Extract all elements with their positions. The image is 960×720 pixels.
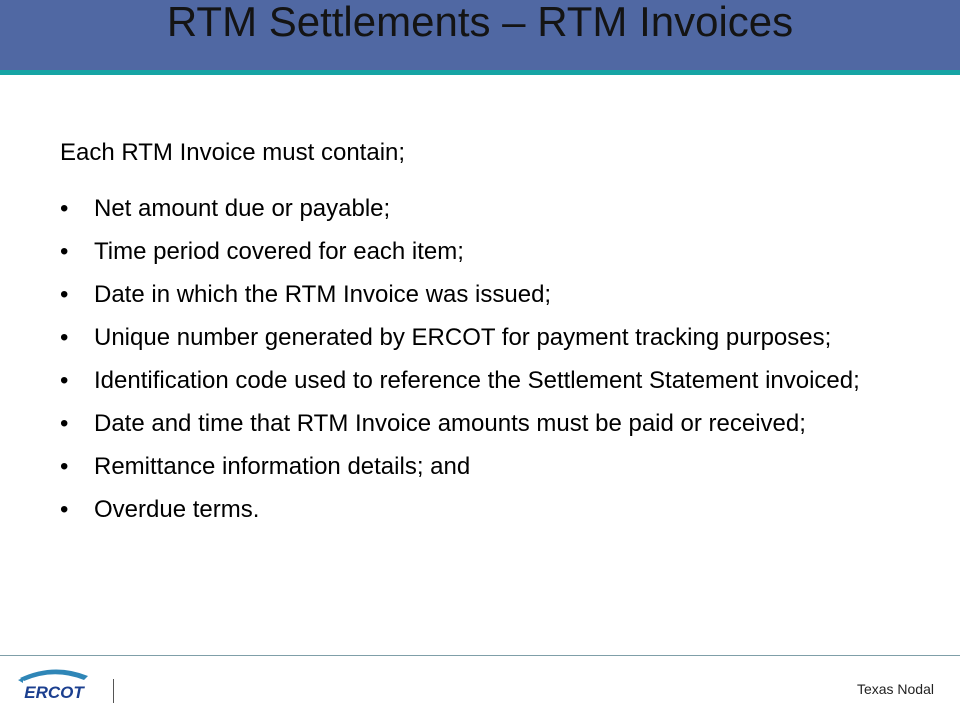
bullet-list — [60, 196, 920, 540]
bullet-text: Overdue terms. — [94, 496, 260, 523]
ercot-logo — [14, 664, 94, 706]
bullet-text: Time period covered for each item; — [94, 238, 464, 265]
slide-title: RTM Settlements – RTM Invoices — [166, 0, 794, 45]
intro-text: Each RTM Invoice must contain; — [60, 139, 406, 166]
bullet-text: Date in which the RTM Invoice was issued; — [94, 281, 552, 308]
bullet-icon: • — [60, 195, 69, 222]
bullet-text: Identification code used to reference the Settlement Statement invoiced; — [94, 367, 860, 394]
bullet-text: Remittance information details; and — [94, 453, 471, 480]
footer-separator — [113, 679, 114, 703]
bullet-icon: • — [60, 496, 69, 523]
bullet-item — [60, 411, 920, 437]
footer-label: Texas Nodal — [856, 681, 934, 697]
bullet-icon: • — [60, 453, 69, 480]
bullet-text: Net amount due or payable; — [94, 195, 391, 222]
bullet-item — [60, 325, 920, 351]
bullet-icon: • — [60, 367, 69, 394]
bullet-item — [60, 454, 920, 480]
logo-swoosh-icon — [20, 669, 88, 681]
bullet-item — [60, 282, 920, 308]
bullet-item — [60, 497, 920, 523]
title-bar — [0, 0, 960, 75]
bullet-item — [60, 368, 920, 394]
bullet-text: Unique number generated by ERCOT for payment tracking purposes; — [94, 324, 832, 351]
bullet-icon: • — [60, 238, 69, 265]
bullet-icon: • — [60, 324, 69, 351]
logo-text: ERCOT — [24, 683, 84, 702]
footer-divider-line — [0, 655, 960, 656]
bullet-icon: • — [60, 410, 69, 437]
bullet-text: Date and time that RTM Invoice amounts must be paid or received; — [94, 410, 806, 437]
bullet-icon: • — [60, 281, 69, 308]
bullet-item — [60, 239, 920, 265]
bullet-item — [60, 196, 920, 222]
